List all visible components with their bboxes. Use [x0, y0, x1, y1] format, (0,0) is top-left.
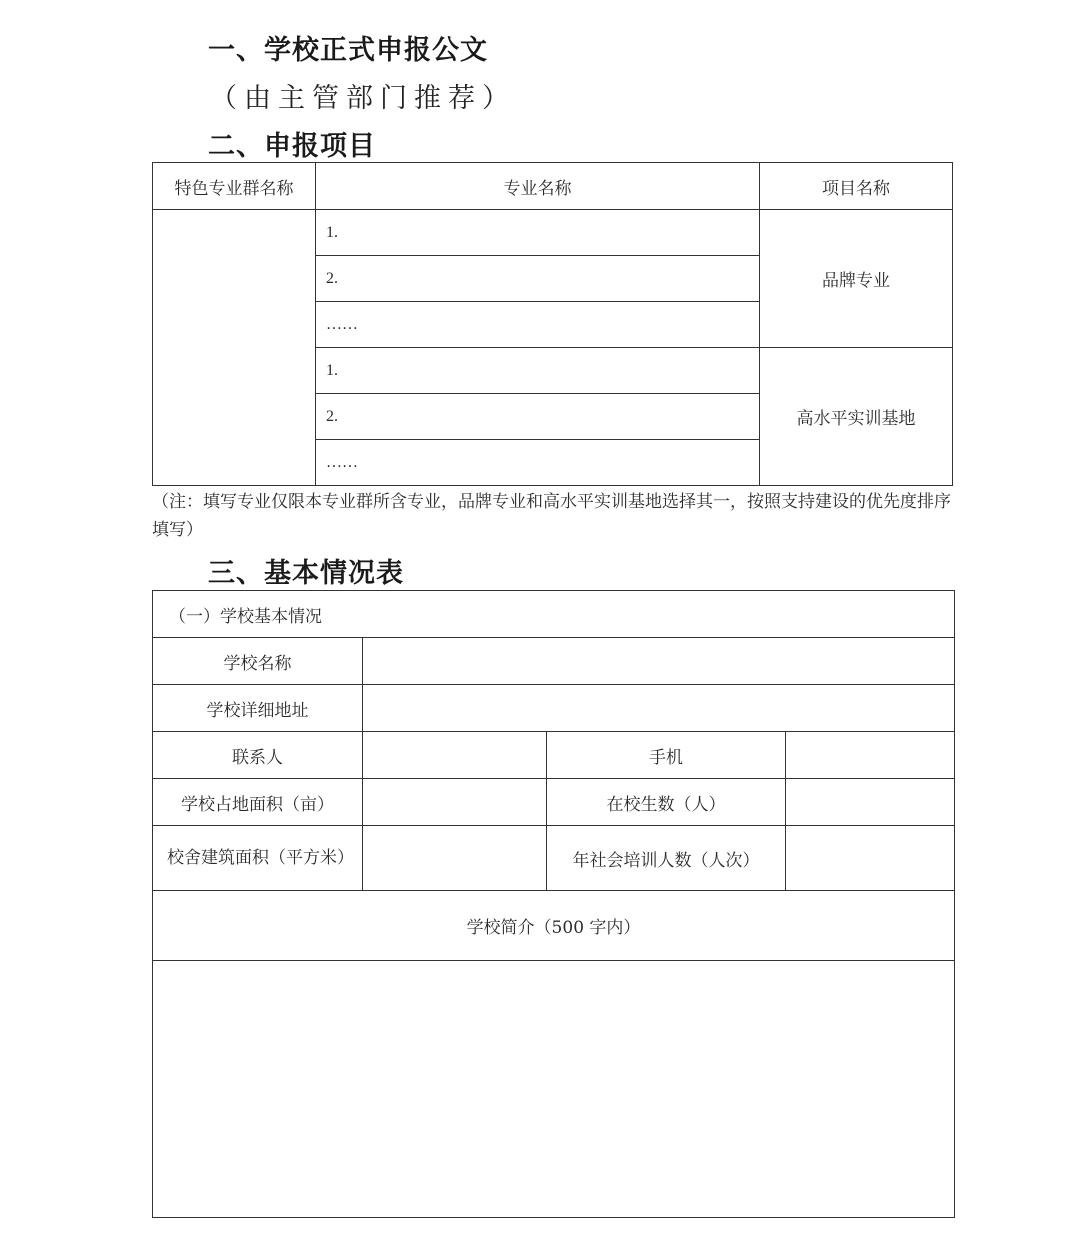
- school-name-label: 学校名称: [153, 638, 363, 685]
- major-item[interactable]: ……: [316, 302, 760, 348]
- mobile-field[interactable]: [786, 732, 955, 779]
- major-item[interactable]: 1.: [316, 348, 760, 394]
- school-name-field[interactable]: [363, 638, 955, 685]
- table-row: [153, 210, 953, 256]
- building-area-label: 校舍建筑面积（平方米）: [153, 826, 363, 891]
- area-field[interactable]: [363, 779, 547, 826]
- mobile-label: 手机: [547, 732, 786, 779]
- intro-field[interactable]: [153, 961, 955, 1218]
- table-row: [153, 732, 955, 779]
- table-row: [153, 961, 955, 1218]
- major-item[interactable]: 2.: [316, 256, 760, 302]
- intro-label: 学校简介（500 字内）: [153, 891, 955, 961]
- project-table: [152, 162, 953, 486]
- basic-info-table: [152, 590, 955, 1218]
- group-name-cell[interactable]: [153, 210, 316, 486]
- table-row: [153, 685, 955, 732]
- header-group-name: 特色专业群名称: [153, 163, 316, 210]
- project-brand-major: 品牌专业: [760, 210, 953, 348]
- subsection-title: （一）学校基本情况: [153, 591, 955, 638]
- major-item[interactable]: 1.: [316, 210, 760, 256]
- training-label: 年社会培训人数（人次）: [547, 826, 786, 891]
- section2-title: 二、申报项目: [208, 131, 376, 162]
- section3-title: 三、基本情况表: [208, 558, 404, 589]
- contact-field[interactable]: [363, 732, 547, 779]
- table-note: （注：填写专业仅限本专业群所含专业，品牌专业和高水平实训基地选择其一，按照支持建设的优先度排序填写）: [152, 492, 951, 540]
- section1-title: 一、学校正式申报公文: [208, 35, 488, 66]
- table-row: [153, 779, 955, 826]
- building-area-field[interactable]: [363, 826, 547, 891]
- area-label: 学校占地面积（亩）: [153, 779, 363, 826]
- table-row: [153, 826, 955, 891]
- address-field[interactable]: [363, 685, 955, 732]
- major-item[interactable]: ……: [316, 440, 760, 486]
- table-row: [153, 591, 955, 638]
- students-field[interactable]: [786, 779, 955, 826]
- project-table-header: [153, 163, 953, 210]
- header-major-name: 专业名称: [316, 163, 760, 210]
- contact-label: 联系人: [153, 732, 363, 779]
- header-project-name: 项目名称: [760, 163, 953, 210]
- students-label: 在校生数（人）: [547, 779, 786, 826]
- table-row: [153, 891, 955, 961]
- major-item[interactable]: 2.: [316, 394, 760, 440]
- address-label: 学校详细地址: [153, 685, 363, 732]
- project-training-base: 高水平实训基地: [760, 348, 953, 486]
- table-row: [153, 638, 955, 685]
- training-field[interactable]: [786, 826, 955, 891]
- section1-subtitle: （由主管部门推荐）: [210, 83, 516, 114]
